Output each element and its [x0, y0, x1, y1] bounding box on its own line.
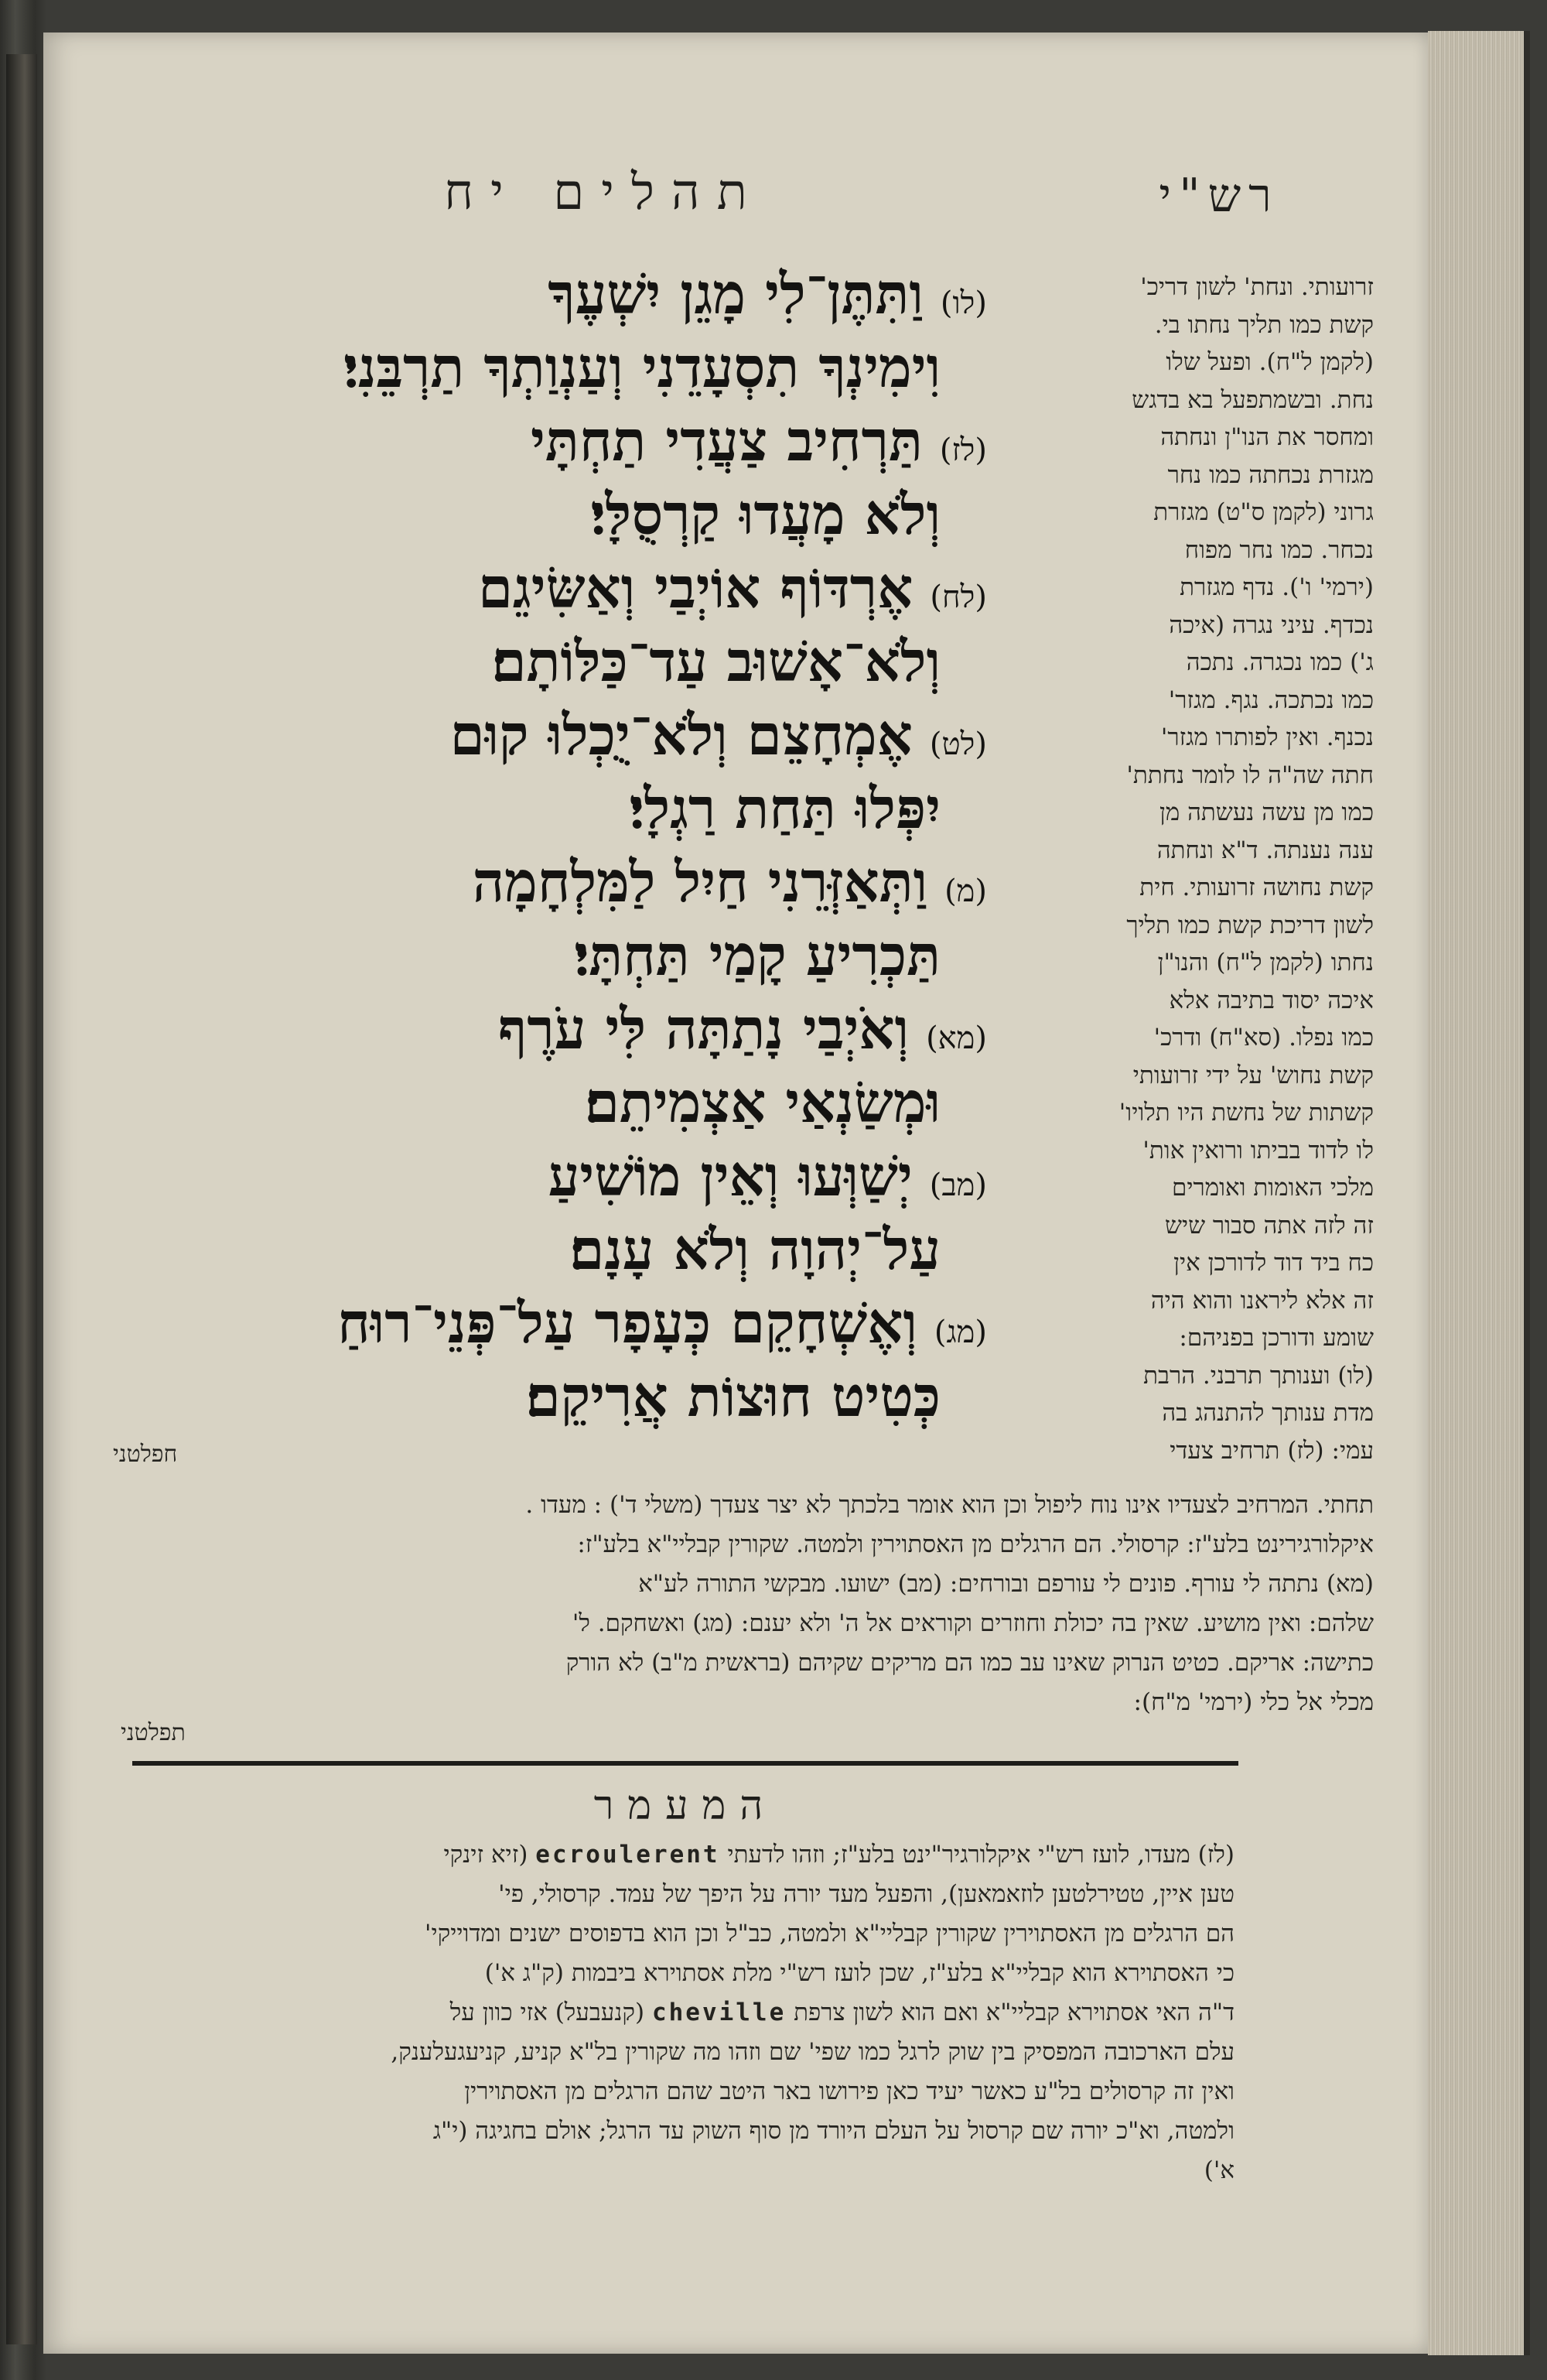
rashi-line: לו לדוד בביתו ורואין אות': [1142, 1136, 1374, 1164]
verse-line: [213, 845, 987, 918]
rashi-line: מדת ענותך להתנהג בה: [1162, 1399, 1374, 1427]
verse-text: עַל־יְהוָה וְלֹא עָנָם׃: [569, 1216, 941, 1282]
hameamer-line: [128, 1914, 1235, 1954]
rashi-line: שומע ודורכן בפניהם:: [1179, 1324, 1374, 1352]
verse-number: (מג): [934, 1315, 987, 1350]
latin-word: cheville: [651, 1999, 787, 2026]
verse-text: וַתִּתֶּן־לִי מָגֵן יִשְׁעֶךָ: [548, 261, 924, 327]
rashi-line: נחת. ובשמתפעל בא בדגש: [1132, 385, 1374, 414]
rashi-line: נכחר. כמו נחר מפוח: [1184, 535, 1374, 564]
rashi-line: לשון דריכת קשת כמו תליך: [1126, 911, 1374, 939]
catchword: חפלטני: [113, 1441, 178, 1468]
verse-number: (לח): [930, 580, 987, 615]
rashi-line: כתישה: אריקם. כטיט הנרוק שאינו עב כמו הם מריקים שקיהם (בראשית מ"ב) לא הורק: [565, 1649, 1374, 1677]
hameamer-line: [128, 2033, 1235, 2072]
catchword: תפלטני: [121, 1719, 186, 1746]
hameamer-text: (לז) מעדו, לועז רש"י איקלורגיר"ינט בלע"ז; וזהו לדעתי: [727, 1841, 1235, 1869]
rashi-line: נחתו (לקמן ל"ח) והנו"ן: [1157, 949, 1374, 976]
verse-line: [213, 624, 987, 698]
verse-text: תַּכְרִיעַ קָמַי תַּחְתָּי׃: [574, 922, 941, 988]
rashi-line: נכדף. עיני נגרה (איכה: [1169, 610, 1374, 639]
verse-number: (מב): [929, 1168, 987, 1203]
rashi-line: כח ביד דוד לדורכן אין: [1173, 1249, 1374, 1277]
rashi-line: זרועותי. ונחת' לשון דריכ': [1140, 273, 1374, 301]
rashi-header: רש"י: [1159, 169, 1279, 223]
rashi-line: חתה שה"ה לו לומר נחתת': [1126, 761, 1374, 789]
verse-line: [213, 404, 987, 477]
left-page-edge: [6, 54, 37, 2344]
verse-number: (לז): [939, 433, 987, 468]
verse-text: יְשַׁוְּעוּ וְאֵין מוֹשִׁיעַ: [548, 1143, 913, 1209]
hameamer-text: (זיא זינקי: [443, 1841, 528, 1869]
verse-text: וִימִינְךָ תִסְעָדֵנִי וְעַנְוַתְךָ תַרְבֵּנִי׃: [343, 334, 941, 400]
section-divider: [132, 1761, 1238, 1766]
verse-line: [213, 1359, 987, 1433]
rashi-commentary-continuation: [136, 1486, 1374, 1722]
page-block-edge: [1428, 31, 1530, 2355]
verse-number: (לט): [929, 727, 987, 762]
verse-text: תַּרְחִיב צַעֲדִי תַחְתָּי: [531, 408, 923, 474]
verse-text: אֶרְדּוֹף אוֹיְבַי וְאַשִּׂיגֵם: [478, 555, 914, 621]
rashi-line: תחתי. המרחיב לצעדיו אינו נוח ליפול וכן הוא אומר בלכתך לא יצר צעדך (משלי ד') : מעדו .: [525, 1491, 1374, 1519]
rashi-line: (לקמן ל"ח). ופעל שלו: [1166, 348, 1374, 376]
rashi-commentary-column: [1041, 268, 1374, 1469]
verse-text: וַתְּאַזְּרֵנִי חַיִל לַמִּלְחָמָה: [472, 849, 928, 915]
verse-line: [213, 992, 987, 1065]
hameamer-line: [128, 2151, 1235, 2190]
rashi-line: מכלי אל כלי (ירמי' מ"ח):: [1133, 1688, 1374, 1716]
rashi-line: זה אלא ליראנו והוא היה: [1150, 1286, 1374, 1315]
rashi-line: (ירמי' ו'). נדף מגזרת: [1180, 573, 1374, 601]
rashi-line: קשת נחוש' על ידי זרועותי: [1132, 1061, 1374, 1089]
hameamer-title: המעמר: [593, 1783, 777, 1829]
rashi-line: ומחסר את הנו"ן ונחתה: [1160, 423, 1374, 451]
verse-text: וְלֹא־אָשׁוּב עַד־כַּלּוֹתָם׃: [491, 628, 941, 694]
verse-line: [213, 1065, 987, 1139]
verse-line: [213, 1139, 987, 1212]
hameamer-text: עלם הארכובה המפסיק בין שוק לרגל כמו שפי' שם וזהו מה שקורין בל"א קניע, קניעגעלענק,: [391, 2038, 1235, 2066]
verse-line: [213, 771, 987, 845]
verse-text: וְאֹיְבַי נָתַתָּה לִּי עֹרֶף: [498, 996, 910, 1062]
rashi-line: נכנף. ואין לפותרו מגזר': [1160, 723, 1374, 751]
verse-line: [213, 918, 987, 992]
hameamer-text: הם הרגלים מן האסתוירין שקורין קבליי"א ולמטה, כב"ל וכן הוא בדפוסים ישנים ומדוייקי': [425, 1920, 1235, 1947]
rashi-line: כמו מן עשה נעשתה מן: [1159, 798, 1374, 826]
verse-number: (מא): [926, 1021, 987, 1056]
rashi-line: איכה יסוד בתיבה אלא: [1169, 986, 1374, 1014]
hameamer-text: ואין זה קרסולים בל"ע כאשר יעיד כאן פירושו באר היטב שהם הרגלים מן האסתוירין: [464, 2077, 1235, 2105]
rashi-line: קשת נחושה זרועותי. חית: [1139, 874, 1374, 901]
rashi-line: קשתות של נחשת היו תלויו': [1118, 1099, 1374, 1127]
hameamer-line: [128, 2112, 1235, 2151]
hameamer-line: [128, 2072, 1235, 2112]
verse-text: וְאֶשְׁחָקֵם כְּעָפָר עַל־פְּנֵי־רוּחַ: [337, 1290, 917, 1356]
rashi-line: ג') כמו נכגרה. נתכה: [1186, 648, 1374, 676]
hameamer-line: [128, 1993, 1235, 2033]
hameamer-text: טען איין, טטירלטען לוזאמאען), והפעל מעד יורה על היפך של עמד. קרסולי, פי': [498, 1880, 1235, 1908]
rashi-line: זה לזה אתה סבור שיש: [1165, 1211, 1374, 1240]
verse-line: [213, 477, 987, 551]
verse-number: (מ): [944, 874, 987, 909]
verse-number: (לו): [940, 286, 987, 321]
hameamer-commentary: [128, 1835, 1235, 2190]
rashi-line: ענה נענתה. ד"א ונחתה: [1156, 836, 1374, 864]
verse-line: [213, 551, 987, 624]
rashi-line: (מא) נתתה לי עורף. פונים לי עורפם ובורחים: (מב) ישועו. מבקשי התורה לע"א: [638, 1570, 1374, 1598]
hameamer-text: כי האסתוירא הוא קבליי"א בלע"ז, שכן לועז רש"י מלת אסתוירא ביבמות (ק"ג א'): [484, 1959, 1235, 1987]
verse-text: וּמְשַׂנְאַי אַצְמִיתֵם׃: [584, 1069, 941, 1135]
rashi-line: איקלורגירינט בלע"ז: קרסולי. הם הרגלים מן האסתוירין ולמטה. שקורין קבליי"א בלע"ז:: [577, 1530, 1374, 1558]
rashi-line: מלכי האומות ואומרים: [1172, 1174, 1374, 1202]
verse-text: אֶמְחָצֵם וְלֹא־יֻכְלוּ קוּם: [449, 702, 913, 768]
hameamer-text: ד"ה האי אסתוירא קבליי"א ואם הוא לשון צרפת: [794, 1999, 1235, 2026]
book-page: [43, 32, 1428, 2354]
verse-text: וְלֹא מָעֲדוּ קַרְסֻלָּי׃: [590, 481, 941, 547]
hameamer-line: [128, 1875, 1235, 1914]
rashi-line: עמי: (לז) תרחיב צעדי: [1170, 1436, 1374, 1465]
verse-line: [213, 1212, 987, 1286]
rashi-line: גרוני (לקמן ס"ט) מגזרת: [1153, 498, 1374, 526]
verse-text: יִפְּלוּ תַּחַת רַגְלָי׃: [629, 775, 941, 841]
rashi-line: כמו נכתכה. נגף. מגזר': [1168, 686, 1374, 714]
verse-line: [213, 698, 987, 771]
rashi-line: כמו נפלו. (סא"ח) ודרכ': [1153, 1024, 1374, 1052]
verse-line: [213, 330, 987, 404]
hameamer-text: (קנעבעל) אזי כוון על: [449, 1999, 645, 2026]
rashi-line: מגזרת נכחתה כמו נחר: [1167, 460, 1374, 489]
verse-line: [213, 257, 987, 330]
rashi-line: (לו) וענותך תרבני. הרבת: [1143, 1361, 1374, 1390]
verse-text: כְּטִיט חוּצוֹת אֲרִיקֵם׃: [525, 1363, 941, 1429]
hameamer-text: א'): [1204, 2156, 1235, 2184]
psalm-text: [213, 257, 987, 1433]
rashi-line: שלהם: ואין מושיע. שאין בה יכולת וחוזרים וקוראים אל ה' ולא יענם: (מג) ואשחקם. ל': [572, 1609, 1374, 1637]
hameamer-line: [128, 1835, 1235, 1875]
psalm-header: תהלים יח: [444, 164, 764, 221]
hameamer-text: ולמטה, וא"כ יורה שם קרסול על העלם היורד מן סוף השוק עד הרגל; אולם בחגיגה (י"ג: [432, 2117, 1235, 2145]
hameamer-line: [128, 1954, 1235, 1993]
rashi-line: קשת כמו תליך נחתו בי.: [1154, 310, 1374, 339]
latin-word: ecroulerent: [535, 1841, 720, 1869]
verse-line: [213, 1286, 987, 1359]
